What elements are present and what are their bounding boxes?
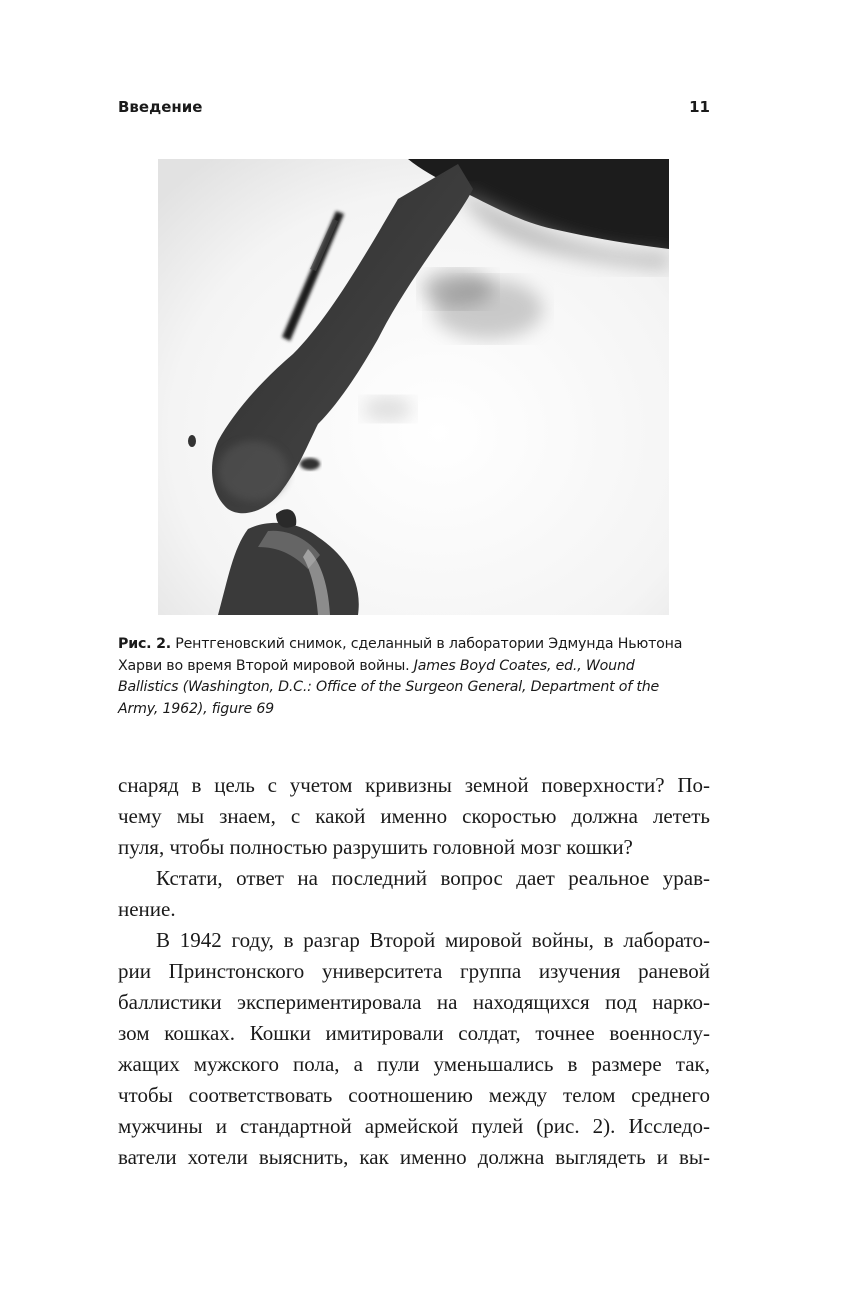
body-text: [118, 770, 710, 1173]
body-line: нение.: [118, 897, 176, 921]
caption-source-3: Army, 1962), figure 69: [118, 700, 274, 717]
body-line: В 1942 году, в разгар Второй мировой войны, в лаборато-: [156, 928, 710, 952]
body-line: рии Принстонского университета группа изучения раневой: [118, 959, 710, 983]
caption-text-1: Рентгеновский снимок, сделанный в лаборатории Эдмунда Ньютона: [170, 636, 683, 652]
caption-source-1: James Boyd Coates, ed., Wound: [413, 657, 635, 674]
body-line: ватели хотели выяснить, как именно должна выглядеть и вы-: [118, 1145, 710, 1169]
body-line: Кстати, ответ на последний вопрос дает реальное урав-: [156, 866, 710, 890]
body-line: снаряд в цель с учетом кривизны земной поверхности? По-: [118, 773, 710, 797]
running-head: [118, 98, 710, 116]
page-number: 11: [689, 98, 710, 116]
caption-label: Рис. 2.: [118, 636, 171, 652]
body-line: чему мы знаем, с какой именно скоростью должна лететь: [118, 804, 710, 828]
caption-source-2: Ballistics (Washington, D.C.: Office of the Surgeon General, Department of the: [118, 679, 660, 695]
body-line: баллистики экспериментировала на находящихся под нарко-: [118, 990, 710, 1014]
body-line: зом кошках. Кошки имитировали солдат, точнее военнослу-: [118, 1021, 710, 1045]
xray-image: [158, 159, 669, 615]
caption-text-2: Харви во время Второй мировой войны.: [118, 657, 414, 674]
figure-caption: [118, 634, 718, 720]
body-line: чтобы соответствовать соотношению между телом среднего: [118, 1083, 710, 1107]
caption-line-2: [118, 656, 718, 678]
section-title: Введение: [118, 98, 203, 116]
xray-figure: [158, 159, 669, 615]
caption-line-1: [118, 634, 718, 656]
body-line: жащих мужского пола, а пули уменьшались в размере так,: [118, 1052, 710, 1076]
body-line: пуля, чтобы полностью разрушить головной мозг кошки?: [118, 835, 633, 859]
body-line: мужчины и стандартной армейской пулей (рис. 2). Исследо-: [118, 1114, 710, 1138]
